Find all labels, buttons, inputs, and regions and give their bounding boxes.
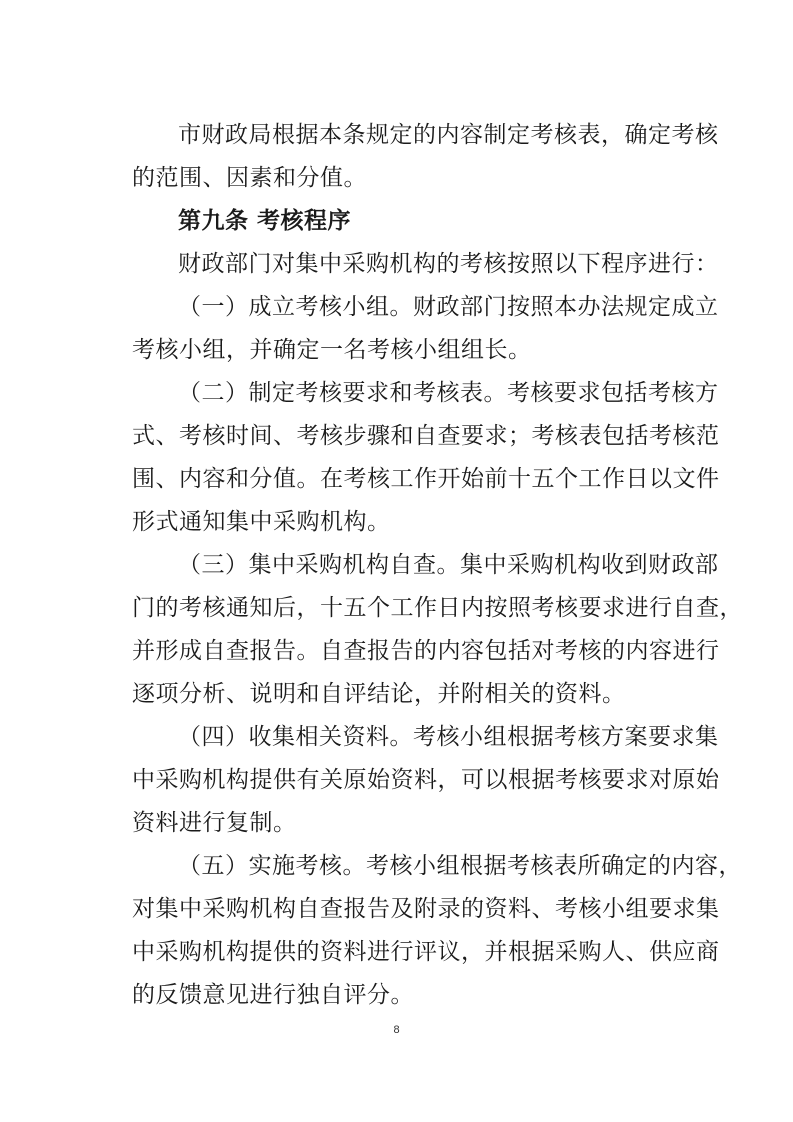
paragraph-line: 中采购机构提供有关原始资料，可以根据考核要求对原始 <box>132 767 720 793</box>
paragraph-line: （一）成立考核小组。财政部门按照本办法规定成立 <box>178 294 719 320</box>
paragraph-line: （三）集中采购机构自查。集中采购机构收到财政部 <box>178 552 719 578</box>
paragraph-line: （二）制定考核要求和考核表。考核要求包括考核方 <box>178 380 719 406</box>
section-heading: 第九条 考核程序 <box>178 207 352 234</box>
paragraph-line: （四）收集相关资料。考核小组根据考核方案要求集 <box>178 724 719 750</box>
paragraph-line: （五）实施考核。考核小组根据考核表所确定的内容， <box>178 853 742 879</box>
paragraph-line: 市财政局根据本条规定的内容制定考核表，确定考核 <box>178 122 719 148</box>
paragraph-line: 的范围、因素和分值。 <box>132 165 367 191</box>
paragraph-line: 考核小组，并确定一名考核小组组长。 <box>132 337 532 363</box>
paragraph-line: 资料进行复制。 <box>132 810 297 836</box>
paragraph-line: 逐项分析、说明和自评结论，并附相关的资料。 <box>132 681 626 707</box>
paragraph-line: 对集中采购机构自查报告及附录的资料、考核小组要求集 <box>132 896 720 922</box>
paragraph-line: 门的考核通知后，十五个工作日内按照考核要求进行自查， <box>132 595 743 621</box>
paragraph-line: 围、内容和分值。在考核工作开始前十五个工作日以文件 <box>132 466 720 492</box>
paragraph-line: 的反馈意见进行独自评分。 <box>132 982 414 1008</box>
page-number: 8 <box>393 1024 400 1036</box>
paragraph-line: 中采购机构提供的资料进行评议，并根据采购人、供应商 <box>132 939 720 965</box>
paragraph-line: 式、考核时间、考核步骤和自查要求；考核表包括考核范 <box>132 423 720 449</box>
paragraph-line: 并形成自查报告。自查报告的内容包括对考核的内容进行 <box>132 638 720 664</box>
paragraph-line: 形式通知集中采购机构。 <box>132 509 391 535</box>
paragraph-line: 财政部门对集中采购机构的考核按照以下程序进行： <box>178 251 719 277</box>
